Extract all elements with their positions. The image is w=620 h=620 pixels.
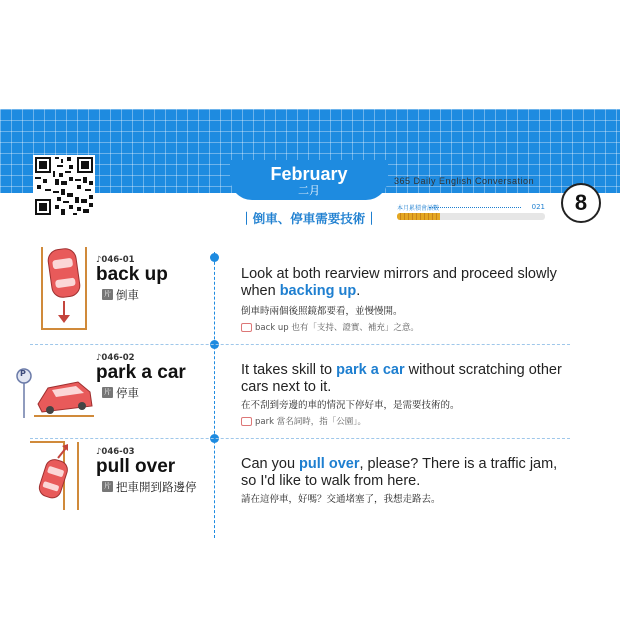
sentence-translation: 在不刮到旁邊的車的情況下停好車，是需要技術的。 (241, 400, 460, 411)
example-sentence (241, 362, 571, 396)
phrase-meaning: 倒車 (116, 288, 139, 302)
phrase-tag-badge: 片 (104, 388, 111, 396)
track-number: ♪046-01 (96, 255, 135, 265)
phrase-tag-badge: 片 (104, 482, 111, 490)
progress-track (397, 213, 545, 220)
qr-code-icon (33, 155, 95, 217)
sentence-text: without scratching other cars next to it. (241, 362, 562, 395)
sentence-highlight: pull over (299, 456, 360, 472)
back-up-illustration (38, 245, 90, 337)
month-title: February (270, 164, 348, 184)
row-separator (30, 438, 570, 439)
timeline-dot (210, 253, 219, 262)
pull-over-illustration (28, 440, 90, 516)
timeline-line (214, 252, 215, 538)
sentence-text: Can you (241, 456, 300, 472)
track-number: ♪046-02 (96, 353, 135, 363)
phrase-meaning: 把車開到路邊停 (116, 480, 197, 494)
phrase-title: park a car (96, 362, 186, 383)
usage-note (241, 321, 419, 333)
phrase-tag-badge: 片 (104, 290, 111, 298)
example-sentence (241, 456, 571, 490)
topic-title: ｜倒車、停車需要技術｜ (240, 211, 378, 226)
park-a-car-illustration (14, 366, 96, 426)
progress-count: 021 (531, 203, 545, 211)
sentence-text: . (356, 283, 361, 299)
progress-label: 本月累積會話數 (397, 205, 440, 212)
sentence-text: It takes skill to (241, 362, 337, 378)
sentence-translation: 請在這停車，好嗎？交通堵塞了，我想走路去。 (241, 494, 441, 505)
day-number: 8 (561, 183, 601, 223)
sentence-highlight: backing up (279, 283, 357, 299)
example-sentence (241, 266, 571, 300)
month-tab (230, 160, 388, 200)
usage-note-text: back up 也有「支持、證實、補充」之意。 (255, 323, 419, 333)
parking-sign-label: P (20, 369, 26, 378)
month-title-chinese: 二月 (298, 184, 320, 197)
progress-fill (397, 213, 440, 220)
progress-leader (429, 207, 521, 208)
sentence-text: , please? There is a traffic jam, so I'd like to walk from here. (241, 456, 558, 489)
usage-note-text: park 當名詞時，指「公園」。 (255, 417, 366, 427)
row-separator (30, 344, 570, 345)
series-title: 365 Daily English Conversation (394, 176, 535, 186)
phrase-title: back up (96, 264, 168, 285)
phrase-title: pull over (96, 456, 176, 477)
usage-note (241, 415, 366, 427)
phrase-meaning: 停車 (116, 386, 139, 400)
note-icon (241, 417, 252, 426)
track-number: ♪046-03 (96, 447, 135, 457)
note-icon (241, 323, 252, 332)
sentence-text: Look at both rearview mirrors and proceed slowly when (241, 266, 557, 299)
sentence-translation: 倒車時兩個後照鏡都要看，並慢慢開。 (241, 306, 403, 317)
sentence-highlight: park a car (336, 362, 405, 378)
